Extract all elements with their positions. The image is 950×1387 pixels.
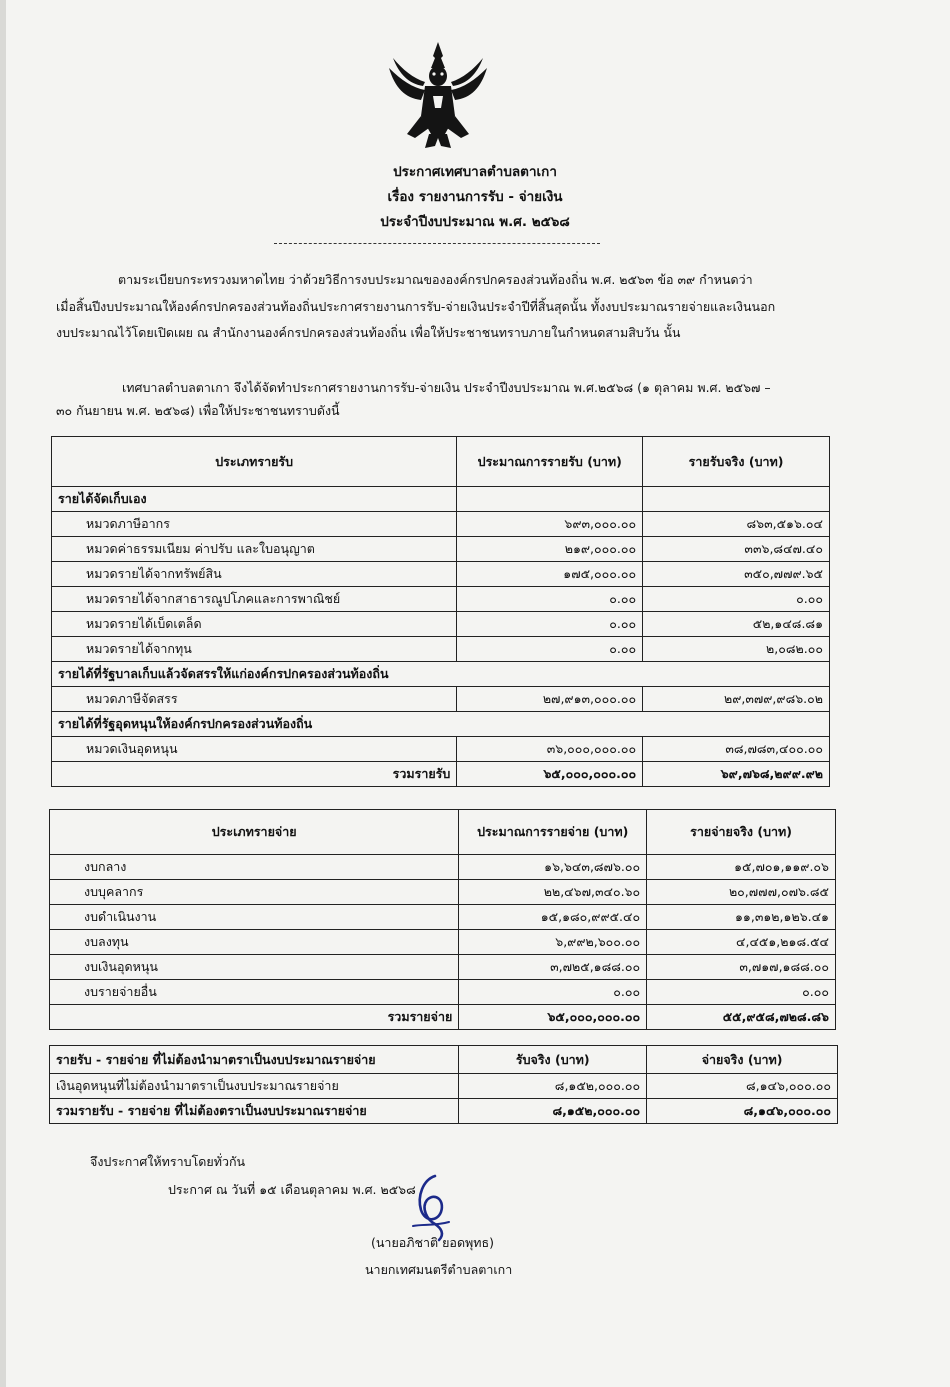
estimate-cell: ๐.๐๐ xyxy=(457,612,643,637)
column-header: ประมาณการรายรับ (บาท) xyxy=(457,437,643,487)
received-cell: ๘,๑๕๒,๐๐๐.๐๐ xyxy=(459,1074,647,1099)
row-label: เงินอุดหนุนที่ไม่ต้องนำมาตราเป็นงบประมาณรายจ่าย xyxy=(50,1074,459,1099)
total-label: รวมรายรับ - รายจ่าย ที่ไม่ต้องตราเป็นงบประมาณรายจ่าย xyxy=(50,1099,459,1124)
signature-icon xyxy=(405,1170,455,1242)
total-estimate: ๖๕,๐๐๐,๐๐๐.๐๐ xyxy=(457,762,643,787)
total-row xyxy=(52,762,830,787)
actual-cell: ๓๕๐,๗๗๙.๖๕ xyxy=(643,562,830,587)
row-label: หมวดภาษีจัดสรร xyxy=(52,687,457,712)
actual-cell: ๒๙,๓๗๙,๙๘๖.๐๒ xyxy=(643,687,830,712)
row-label: งบลงทุน xyxy=(50,930,459,955)
table-row xyxy=(52,687,830,712)
estimate-cell: ๑๗๕,๐๐๐.๐๐ xyxy=(457,562,643,587)
divider xyxy=(274,243,600,244)
table-row xyxy=(52,737,830,762)
column-header: รายจ่ายจริง (บาท) xyxy=(647,810,836,855)
estimate-cell: ๒๑๙,๐๐๐.๐๐ xyxy=(457,537,643,562)
estimate-cell: ๓๖,๐๐๐,๐๐๐.๐๐ xyxy=(457,737,643,762)
table-row xyxy=(50,855,836,880)
estimate-cell: ๑๖,๖๔๓,๘๗๖.๐๐ xyxy=(459,855,647,880)
total-row xyxy=(50,1099,838,1124)
table-row xyxy=(50,980,836,1005)
subject-line: เรื่อง รายงานการรับ - จ่ายเงิน xyxy=(387,189,563,205)
total-label: รวมรายรับ xyxy=(52,762,457,787)
actual-cell: ๘๖๓,๕๑๖.๐๔ xyxy=(643,512,830,537)
estimate-cell: ๖,๙๙๒,๖๐๐.๐๐ xyxy=(459,930,647,955)
income-table xyxy=(51,436,830,787)
table-row xyxy=(50,905,836,930)
group-label: รายได้ที่รัฐอุดหนุนให้องค์กรปกครองส่วนท้องถิ่น xyxy=(52,712,830,737)
actual-cell: ๓๓๖,๘๔๗.๔๐ xyxy=(643,537,830,562)
paid-cell: ๘,๑๔๖,๐๐๐.๐๐ xyxy=(647,1074,838,1099)
signer-title: นายกเทศมนตรีตำบลตาเกา xyxy=(365,1262,513,1277)
table-header-row xyxy=(50,810,836,855)
row-label: หมวดรายได้เบ็ดเตล็ด xyxy=(52,612,457,637)
intro-line: เมื่อสิ้นปีงบประมาณให้องค์กรปกครองส่วนท้องถิ่นประกาศรายงานการรับ-จ่ายเงินประจำปีที่สิ้นสุดนั้น ทั้งงบประมาณรายจ่ายและเงินนอก xyxy=(56,299,776,314)
announce-line: จึงประกาศให้ทราบโดยทั่วกัน xyxy=(90,1154,246,1169)
row-label: หมวดรายได้จากสาธารณูปโภคและการพาณิชย์ xyxy=(52,587,457,612)
total-actual: ๖๙,๗๖๘,๒๙๙.๙๒ xyxy=(643,762,830,787)
column-header: รายรับ - รายจ่าย ที่ไม่ต้องนำมาตราเป็นงบประมาณรายจ่าย xyxy=(50,1046,459,1074)
fiscal-year-line: ประจำปีงบประมาณ พ.ศ. ๒๕๖๘ xyxy=(380,214,570,230)
total-paid: ๘,๑๔๖,๐๐๐.๐๐ xyxy=(647,1099,838,1124)
row-label: หมวดรายได้จากทุน xyxy=(52,637,457,662)
row-label: งบรายจ่ายอื่น xyxy=(50,980,459,1005)
actual-cell: ๐.๐๐ xyxy=(643,587,830,612)
actual-cell: ๐.๐๐ xyxy=(647,980,836,1005)
intro-line: ๓๐ กันยายน พ.ศ. ๒๕๖๘) เพื่อให้ประชาชนทราบดังนี้ xyxy=(56,403,340,418)
table-row xyxy=(52,662,830,687)
table-header-row xyxy=(52,437,830,487)
estimate-cell: ๐.๐๐ xyxy=(457,587,643,612)
total-row xyxy=(50,1005,836,1030)
announcement-title: ประกาศเทศบาลตำบลตาเกา xyxy=(393,164,557,180)
estimate-cell: ๐.๐๐ xyxy=(459,980,647,1005)
total-label: รวมรายจ่าย xyxy=(50,1005,459,1030)
table-header-row xyxy=(50,1046,838,1074)
table-row xyxy=(52,487,830,512)
estimate-cell: ๑๕,๑๘๐,๙๙๕.๔๐ xyxy=(459,905,647,930)
total-received: ๘,๑๕๒,๐๐๐.๐๐ xyxy=(459,1099,647,1124)
actual-cell: ๔,๔๕๑,๒๑๘.๕๔ xyxy=(647,930,836,955)
column-header: ประมาณการรายจ่าย (บาท) xyxy=(459,810,647,855)
actual-cell: ๓,๗๑๗,๑๘๘.๐๐ xyxy=(647,955,836,980)
intro-line: ตามระเบียบกระทรวงมหาดไทย ว่าด้วยวิธีการงบประมาณขององค์กรปกครองส่วนท้องถิ่น พ.ศ. ๒๕๖๓ ข้อ ๓๙ กำหนดว่า xyxy=(118,272,753,287)
table-row xyxy=(52,587,830,612)
row-label: งบเงินอุดหนุน xyxy=(50,955,459,980)
column-header: รายรับจริง (บาท) xyxy=(643,437,830,487)
actual-cell: ๒๐,๗๗๗,๐๗๖.๘๕ xyxy=(647,880,836,905)
signer-name: (นายอภิชาติ ยอดพุทธ) xyxy=(371,1235,495,1250)
column-header: ประเภทรายจ่าย xyxy=(50,810,459,855)
table-row xyxy=(50,955,836,980)
actual-cell: ๒,๐๘๒.๐๐ xyxy=(643,637,830,662)
intro-line: งบประมาณไว้โดยเปิดเผย ณ สำนักงานองค์กรปกครองส่วนท้องถิ่น เพื่อให้ประชาชนทราบภายในกำหนดสามสิบวัน นั้น xyxy=(56,325,681,340)
table-row xyxy=(50,930,836,955)
group-label: รายได้จัดเก็บเอง xyxy=(52,487,457,512)
estimate-cell: ๖๙๓,๐๐๐.๐๐ xyxy=(457,512,643,537)
column-header: จ่ายจริง (บาท) xyxy=(647,1046,838,1074)
page-edge-shadow xyxy=(0,0,6,1387)
expense-table xyxy=(49,809,836,1030)
row-label: หมวดรายได้จากทรัพย์สิน xyxy=(52,562,457,587)
row-label: งบดำเนินงาน xyxy=(50,905,459,930)
column-header: ประเภทรายรับ xyxy=(52,437,457,487)
actual-cell: ๕๒,๑๔๘.๘๑ xyxy=(643,612,830,637)
table-row xyxy=(50,1074,838,1099)
row-label: หมวดค่าธรรมเนียม ค่าปรับ และใบอนุญาต xyxy=(52,537,457,562)
table-row xyxy=(50,880,836,905)
row-label: งบกลาง xyxy=(50,855,459,880)
estimate-cell: ๒๒,๔๖๗,๓๔๐.๖๐ xyxy=(459,880,647,905)
date-line: ประกาศ ณ วันที่ ๑๕ เดือนตุลาคม พ.ศ. ๒๕๖๘ xyxy=(168,1182,416,1197)
table-row xyxy=(52,712,830,737)
table-row xyxy=(52,637,830,662)
actual-cell: ๓๘,๗๘๓,๔๐๐.๐๐ xyxy=(643,737,830,762)
table-row xyxy=(52,537,830,562)
row-label: หมวดภาษีอากร xyxy=(52,512,457,537)
actual-cell xyxy=(643,487,830,512)
column-header: รับจริง (บาท) xyxy=(459,1046,647,1074)
table-row xyxy=(52,512,830,537)
row-label: หมวดเงินอุดหนุน xyxy=(52,737,457,762)
actual-cell: ๑๑,๓๑๒,๑๒๖.๔๑ xyxy=(647,905,836,930)
estimate-cell: ๒๗,๙๑๓,๐๐๐.๐๐ xyxy=(457,687,643,712)
total-estimate: ๖๕,๐๐๐,๐๐๐.๐๐ xyxy=(459,1005,647,1030)
total-actual: ๕๕,๙๕๘,๗๒๘.๘๖ xyxy=(647,1005,836,1030)
row-label: งบบุคลากร xyxy=(50,880,459,905)
estimate-cell: ๓,๗๒๕,๑๘๘.๐๐ xyxy=(459,955,647,980)
group-label: รายได้ที่รัฐบาลเก็บแล้วจัดสรรให้แก่องค์กรปกครองส่วนท้องถิ่น xyxy=(52,662,830,687)
table-row xyxy=(52,612,830,637)
actual-cell: ๑๕,๗๐๑,๑๑๙.๐๖ xyxy=(647,855,836,880)
table-row xyxy=(52,562,830,587)
estimate-cell xyxy=(457,487,643,512)
intro-line: เทศบาลตำบลตาเกา จึงได้จัดทำประกาศรายงานการรับ-จ่ายเงิน ประจำปีงบประมาณ พ.ศ.๒๕๖๘ (๑ ตุลาคม พ.ศ. ๒๕๖๗ – xyxy=(122,380,771,395)
garuda-emblem-icon xyxy=(385,38,491,150)
non-budget-table xyxy=(49,1045,838,1124)
estimate-cell: ๐.๐๐ xyxy=(457,637,643,662)
